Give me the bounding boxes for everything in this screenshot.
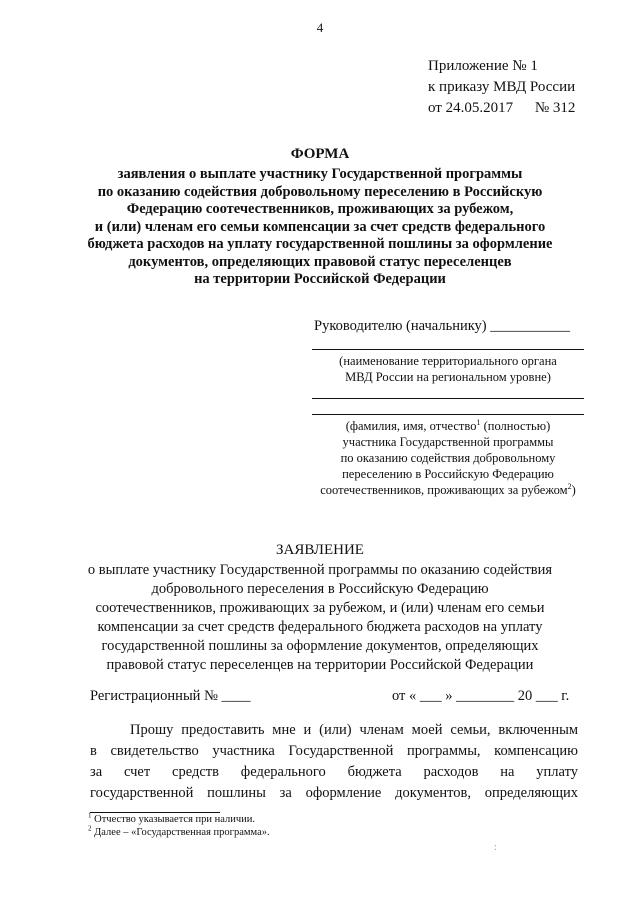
appendix-date: от 24.05.2017 <box>428 100 514 116</box>
form-subtitle-line: документов, определяющих правовой статус переселенцев <box>128 253 512 270</box>
form-subtitle-line: и (или) членам его семьи компенсации за счет средств федерального <box>94 218 546 235</box>
statement-title: ЗАЯВЛЕНИЕ <box>276 542 364 558</box>
caption-line: участника Государственной программы <box>342 435 554 449</box>
statement-line: соотечественников, проживающих за рубежом, и (или) членам его семьи <box>95 600 545 616</box>
footnote-separator <box>90 812 220 813</box>
applicant-caption <box>312 418 584 498</box>
stray-mark: : <box>494 842 497 853</box>
footnote-1 <box>88 811 256 825</box>
caption-line: МВД России на региональном уровне) <box>345 370 551 384</box>
registration-number: Регистрационный № ____ <box>90 688 251 704</box>
body-line: в свидетельство участника Государственной программы, компенсацию <box>90 743 578 759</box>
organ-caption <box>312 353 584 385</box>
form-subtitle-line: на территории Российской Федерации <box>194 271 446 287</box>
body-line: за счет средств федерального бюджета расходов на уплату <box>90 764 578 780</box>
caption-text: ) <box>571 483 576 497</box>
statement-line: государственной пошлины за оформление документов, определяющих <box>101 638 539 654</box>
caption-line: по оказанию содействия добровольному <box>340 451 556 465</box>
statement-line: добровольного переселения в Российскую Федерацию <box>151 581 489 597</box>
footnote-ref: 2 <box>567 481 572 491</box>
applicant-name-line-2 <box>312 414 584 415</box>
caption-line: (наименование территориального органа <box>339 354 557 368</box>
statement-line: правовой статус переселенцев на территории Российской Федерации <box>106 657 534 673</box>
date-line: от « ___ » ________ 20 ___ г. <box>392 688 570 704</box>
form-subtitle-line: Федерацию соотечественников, проживающих за рубежом, <box>126 201 514 217</box>
form-subtitle-line: по оказанию содействия добровольному переселению в Российскую <box>97 183 543 200</box>
appendix-number: № 312 <box>534 100 576 116</box>
caption-text: (фамилия, имя, отчество <box>345 419 477 433</box>
footnote-text: Отчество указывается при наличии. <box>91 814 256 825</box>
addressee-label: Руководителю (начальнику) ___________ <box>314 318 571 334</box>
caption-text: соотечественников, проживающих за рубежом <box>320 483 568 497</box>
appendix-order: к приказу МВД России <box>428 79 576 95</box>
body-line: Прошу предоставить мне и (или) членам моей семьи, включенным <box>130 722 578 738</box>
statement-text <box>0 561 640 675</box>
footnote-2 <box>88 824 270 838</box>
form-subtitle <box>0 166 640 289</box>
appendix-date-number <box>428 98 575 119</box>
caption-line <box>312 418 584 434</box>
caption-line: переселению в Российскую Федерацию <box>342 467 554 481</box>
appendix-block <box>428 56 575 119</box>
caption-line <box>312 482 584 498</box>
footnote-ref: 1 <box>476 417 481 427</box>
statement-line: о выплате участнику Государственной программы по оказанию содействия <box>87 562 553 578</box>
caption-text: (полностью) <box>480 419 551 433</box>
footnote-mark: 1 <box>88 811 92 820</box>
page-number: 4 <box>316 20 324 35</box>
footnote-mark: 2 <box>88 824 92 833</box>
body-line: государственной пошлины за оформление документов, определяющих <box>90 785 578 801</box>
form-heading: ФОРМА <box>290 146 350 162</box>
footnote-text: Далее – «Государственная программа». <box>91 827 270 838</box>
statement-line: компенсации за счет средств федерального бюджета расходов на уплату <box>97 619 543 635</box>
applicant-name-line-1 <box>312 398 584 399</box>
appendix-line: Приложение № 1 <box>428 58 538 74</box>
form-subtitle-line: бюджета расходов на уплату государственной пошлины за оформление <box>87 236 553 252</box>
organ-name-line <box>312 349 584 350</box>
form-subtitle-line: заявления о выплате участнику Государственной программы <box>117 166 523 182</box>
